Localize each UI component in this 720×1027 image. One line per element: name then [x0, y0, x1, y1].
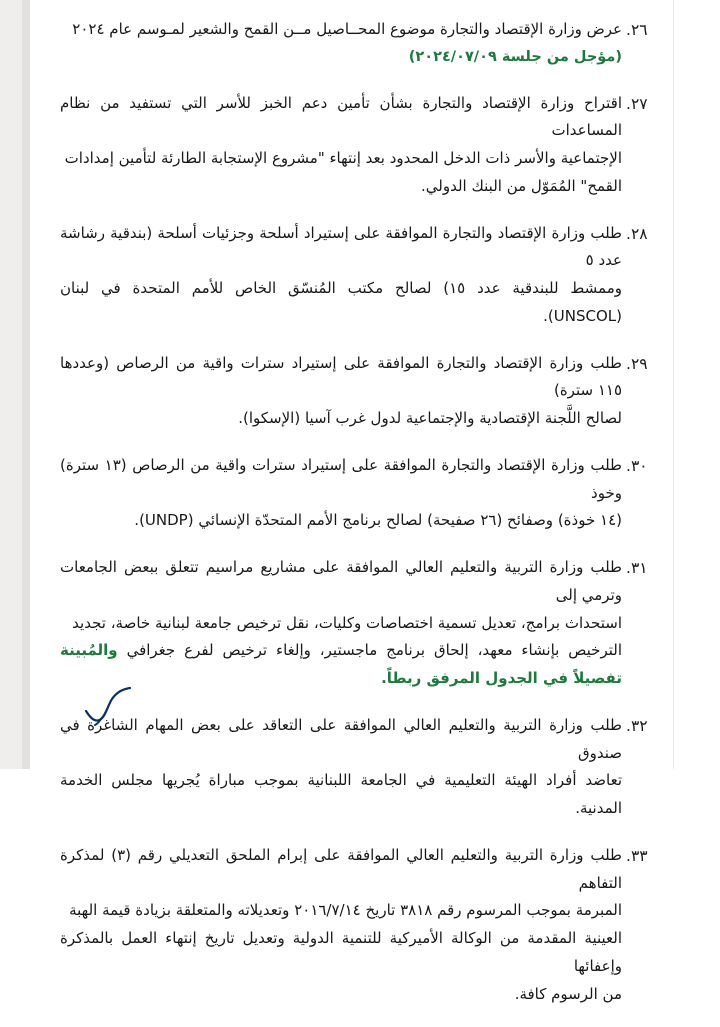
item-text [60, 554, 622, 693]
item-text [60, 16, 622, 71]
item-line: وممشط للبندقية عدد ١٥) لصالح مكتب المُنسّق الخاص للأمم المتحدة في لبنان (UNSCOL). [60, 279, 622, 325]
list-item [60, 220, 660, 331]
list-item [60, 350, 660, 433]
item-line: الترخيص بإنشاء معهد، إلحاق برنامج ماجستير، وإلغاء ترخيص لفرع جغرافي [117, 641, 622, 660]
item-line: طلب وزارة التربية والتعليم العالي الموافقة على إبرام الملحق التعديلي رقم (٣) لمذكرة التفاهم [60, 845, 622, 892]
item-line: المبرمة بموجب المرسوم رقم ٣٨١٨ تاريخ ٢٠١٦/٧/١٤ وتعديلاته والمتعلقة بزيادة قيمة الهبة [69, 901, 622, 920]
item-text [60, 712, 622, 823]
item-line: استحداث برامج، تعديل تسمية اختصاصات وكليات، نقل ترخيص جامعة لبنانية خاصة، تجديد [72, 613, 622, 632]
item-text [60, 350, 622, 433]
list-item [60, 842, 660, 1009]
item-note: (مؤجل من جلسة ٢٠٢٤/٠٧/٠٩) [408, 48, 622, 65]
margin-rule [673, 0, 674, 769]
item-line: العينية المقدمة من الوكالة الأميركية للتنمية الدولية وتعديل تاريخ إنتهاء العمل بالمذكرة وإعفائها [60, 929, 622, 975]
item-line: الإجتماعية والأسر ذات الدخل المحدود بعد إنتهاء "مشروع الإستجابة الطارئة لتأمين إمدادات [64, 149, 622, 168]
item-line: عرض وزارة الإقتصاد والتجارة موضوع المحــاصيل مــن القمح والشعير لمـوسم عام ٢٠٢٤ [72, 20, 622, 38]
item-text [60, 842, 622, 1009]
item-text [60, 90, 622, 201]
item-line: طلب وزارة التربية والتعليم العالي الموافقة على التعاقد على بعض المهام الشاغرة في صندوق [60, 715, 622, 762]
item-line: تعاضد أفراد الهيئة التعليمية في الجامعة اللبنانية بموجب مباراة يُجريها مجلس الخدمة المدنية. [60, 771, 622, 818]
item-number: ٣١. [626, 559, 648, 578]
page-left-gutter [0, 0, 30, 769]
list-item [60, 554, 660, 693]
handwritten-check-mark-icon [82, 685, 142, 727]
item-number: ٢٩. [626, 354, 648, 373]
item-line: طلب وزارة الإقتصاد والتجارة الموافقة على إستيراد سترات واقية من الرصاص (١٣ سترة) وخوذ [60, 455, 622, 502]
list-item [60, 452, 660, 535]
item-text [60, 452, 622, 535]
document-body [60, 16, 660, 1027]
item-line: طلب وزارة الإقتصاد والتجارة الموافقة على إستيراد سترات واقية من الرصاص (وعددها ١١٥ سترة) [60, 353, 622, 400]
item-number: ٣٠. [626, 456, 648, 475]
item-line: من الرسوم كافة. [514, 984, 622, 1003]
item-number: ٣٢. [626, 716, 648, 735]
item-number: ٣٣. [626, 846, 648, 865]
list-item [60, 90, 660, 201]
list-item [60, 712, 660, 823]
item-line: طلب وزارة التربية والتعليم العالي الموافقة على مشاريع مراسيم تتعلق ببعض الجامعات وترمي إلى [60, 558, 622, 604]
item-highlight: والمُبينة تفصيلاً في الجدول المرفق ربطاً. [60, 641, 622, 688]
item-text [60, 220, 622, 331]
item-line: طلب وزارة الإقتصاد والتجارة الموافقة على إستيراد أسلحة وجزئيات أسلحة (بندقية رشاشة عدد ٥ [60, 223, 622, 270]
item-line: القمح" المُمَوّل من البنك الدولي. [421, 176, 622, 195]
item-line: اقتراح وزارة الإقتصاد والتجارة بشأن تأمين دعم الخبز للأسر التي تستفيد من نظام المساعدات [60, 93, 622, 140]
item-line: (١٤ خوذة) وصفائح (٢٦ صفيحة) لصالح برنامج الأمم المتحدّة الإنسائي (UNDP). [134, 511, 622, 530]
list-item [60, 16, 660, 71]
item-number: ٢٨. [626, 224, 648, 243]
page-left-gutter-edge [22, 0, 30, 769]
item-number: ٢٦. [626, 21, 648, 39]
item-line: لصالح اللَّجنة الإقتصادية والإجتماعية لدول غرب آسيا (الإسكوا). [238, 409, 622, 428]
item-number: ٢٧. [626, 94, 648, 113]
